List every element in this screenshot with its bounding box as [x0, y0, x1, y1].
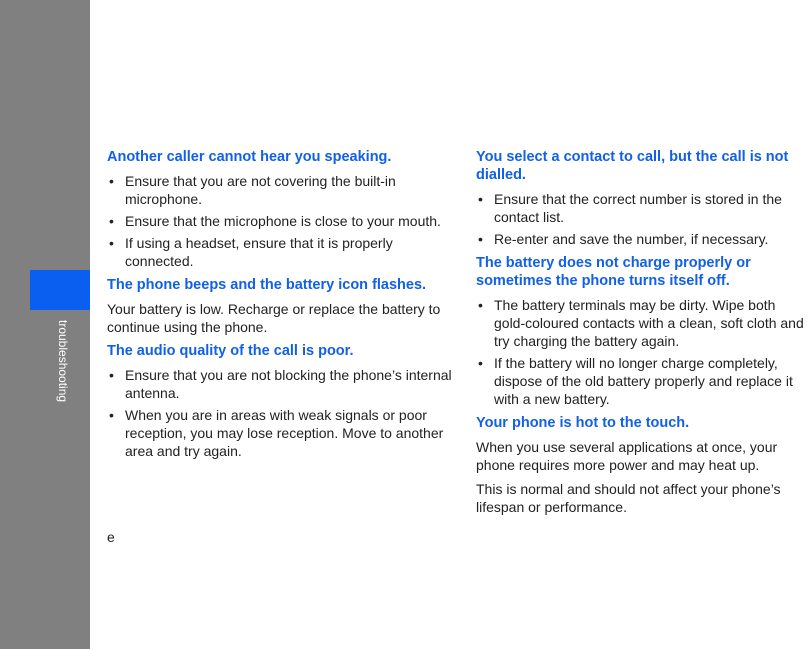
- list-audio-quality: [107, 366, 452, 460]
- list-item: • Ensure that the correct number is stored in the contact list.: [478, 191, 782, 225]
- paragraph-phone-hot-1: When you use several applications at once, your phone requires more power and may heat up.: [476, 439, 778, 473]
- list-item: • The battery terminals may be dirty. Wipe both gold-coloured contacts with a clean, soft cloth and try charging the battery again.: [478, 297, 804, 349]
- list-item: • If using a headset, ensure that it is properly connected.: [109, 235, 393, 269]
- page-number: e: [107, 529, 115, 545]
- list-item: • Ensure that you are not covering the built-in microphone.: [109, 173, 396, 207]
- list-item: • Ensure that the microphone is close to your mouth.: [109, 213, 441, 229]
- list-battery-not-charge: [476, 296, 808, 408]
- heading-battery-beeps: The phone beeps and the battery icon flashes.: [107, 277, 427, 293]
- list-contact-not-dialled: [476, 190, 808, 248]
- heading-audio-quality: The audio quality of the call is poor.: [107, 343, 354, 359]
- list-item: • Re-enter and save the number, if necessary.: [478, 231, 769, 247]
- list-item: • Ensure that you are not blocking the phone’s internal antenna.: [109, 367, 452, 401]
- heading-phone-hot: Your phone is hot to the touch.: [476, 415, 690, 431]
- heading-contact-not-dialled: You select a contact to call, but the call is not dialled.: [476, 149, 789, 183]
- heading-caller-cannot-hear: Another caller cannot hear you speaking.: [107, 149, 392, 165]
- left-column: [107, 148, 452, 466]
- side-strip: [0, 0, 90, 649]
- section-tab-marker: [30, 270, 90, 310]
- list-item: • When you are in areas with weak signals or poor reception, you may lose reception. Move to another area and try again.: [109, 407, 444, 459]
- list-item: • If the battery will no longer charge completely, dispose of the old battery properly and replace it with a new battery.: [478, 355, 793, 407]
- paragraph-phone-hot-2: This is normal and should not affect your phone’s lifespan or performance.: [476, 481, 781, 515]
- paragraph-battery-low: Your battery is low. Recharge or replace the battery to continue using the phone.: [107, 301, 441, 335]
- right-column: [476, 148, 808, 522]
- list-caller-cannot-hear: [107, 172, 452, 270]
- heading-battery-not-charge: The battery does not charge properly or sometimes the phone turns itself off.: [476, 255, 751, 289]
